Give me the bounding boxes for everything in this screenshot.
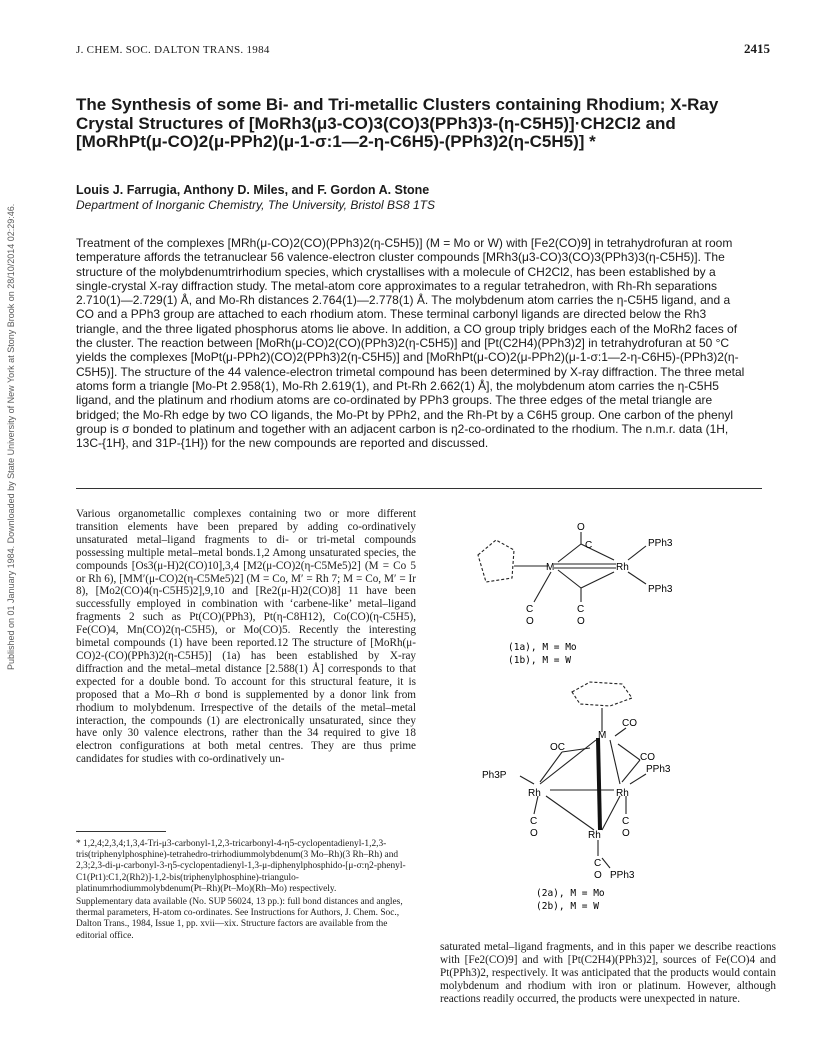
label-pph3-bottom: PPh3: [610, 870, 635, 881]
label-rh-right: Rh: [616, 788, 629, 799]
label-pph3-right: PPh3: [646, 764, 671, 775]
caption-2a: (2a), M = Mo: [536, 888, 605, 899]
article-title: The Synthesis of some Bi- and Tri-metallic Clusters containing Rhodium; X-Ray Crystal Structures of [MoRh3(μ3-CO)3(CO)3(PPh3)3-(η-C5H5)]·CH2Cl2 and [MoRhPt(μ-CO)2(μ-PPh2)(μ-1-σ:1—2-η-C6H5)-(PPh3)2(η-C5H5)] *: [76, 95, 719, 151]
label-rh: Rh: [616, 562, 629, 573]
label-co-right: CO: [640, 752, 655, 763]
caption-1a: (1a), M = Mo: [508, 642, 577, 653]
abstract: Treatment of the complexes [MRh(μ-CO)2(CO)(PPh3)2(η-C5H5)] (M = Mo or W) with [Fe2(CO)9] in tetrahydrofuran at room temperature affords the tetranuclear 56 valence-electron cluster compounds [MRh3(μ3-CO)3(CO)3(PPh3)3(η-C5H5)]. The structure of the molybdenumtrirhodium species, which crystallises with a molecule of CH2Cl2, has been established by a single-crystal X-ray diffraction study. The metal-atom core approximates to a regular tetrahedron, with Rh-Rh separations 2.710(1)—2.729(1) Å, and Mo-Rh distances 2.764(1)—2.778(1) Å. The molybdenum atom carries the η-C5H5 ligand, and a CO and a PPh3 group are attached to each rhodium atom. These terminal carbonyl ligands are directed below the Rh3 triangle, and the three ligated phosphorus atoms lie above. In addition, a CO group triply bridges each of the MoRh2 faces of the cluster. The reaction between [MoRh(μ-CO)2(CO)(PPh3)2(η-C5H5)] and [Pt(C2H4)(PPh3)2] in tetrahydrofuran at 50 °C yields the complexes [MoPt(μ-PPh2)(CO)2(PPh3)2(η-C5H5)] and [MoRhPt(μ-CO)2(μ-PPh2)(μ-1-σ:1—2-η-C6H5)-(PPh3)2(η-C5H5)]. The structure of the 44 valence-electron trimetal compound has been determined by X-ray diffraction. The three metal atoms form a triangle [Mo-Pt 2.958(1), Mo-Rh 2.619(1), and Pt-Rh 2.662(1) Å], the molybdenum atom carries the η-C5H5 ligand, and the platinum and rhodium atoms are co-ordinated by PPh3 groups. The three edges of the metal triangle are bridged; the Mo-Rh edge by two CO ligands, the Mo-Pt by PPh2, and the Rh-Pt by a C6H5 group. One carbon of the phenyl group is σ bonded to platinum and together with an adjacent carbon is η2-co-ordinated to the rhodium. The n.m.r. data (1H, 13C-{1H}, and 31P-{1H}) for the new compounds are reported and discussed.: [76, 236, 745, 451]
body-paragraph: saturated metal–ligand fragments, and in this paper we describe reactions with [Fe2(CO)9] and with [Pt(C2H4)(PPh3)2], sources of Fe(CO)4 and Pt(PPh3)2, respectively. It was anticipated that the products would contain molybdenum and rhodium with iron or platinum. However, although reactions readily occurred, the products were unexpected in nature.: [440, 941, 776, 1005]
abstract-divider: [76, 488, 762, 489]
label-c-bottom: C: [594, 858, 602, 869]
label-rh-left: Rh: [528, 788, 541, 799]
footnote-nomenclature: * 1,2,4;2,3,4;1,3,4-Tri-μ3-carbonyl-1,2,3-tricarbonyl-4-η5-cyclopentadienyl-1,2,3-tris(triphenylphosphine)-tetrahedro-trirhodiummolybdenum(3 Mo–Rh)(3 Rh–Rh) and 2,3;2,3-di-μ-carbonyl-3-η5-cyclopentadienyl-1,3-μ-diphenylphosphido-[μ-σ:η2-phenyl-C1(Pt1):C1,2(Rh2)]-1,2-bis(triphenylphosphine)-triangulo-platinumrhodiummolybdenum(Pt–Rh)(Pt–Mo)(Rh–Mo) respectively.: [76, 839, 406, 894]
label-pph3-b: PPh3: [648, 584, 673, 595]
label-co-upper: CO: [622, 718, 637, 729]
label-c-bottom: C: [577, 604, 585, 615]
affiliation: Department of Inorganic Chemistry, The University, Bristol BS8 1TS: [76, 198, 436, 212]
label-o-bottom-left: O: [526, 616, 534, 627]
label-c-bottom-left: C: [526, 604, 534, 615]
label-c-right: C: [622, 816, 630, 827]
label-metal-m: M: [598, 730, 607, 741]
body-column-left: [76, 508, 416, 766]
label-oc: OC: [550, 742, 565, 753]
download-notice: Published on 01 January 1984. Downloaded by State University of New York at Stony Brook on 28/10/2014 02:29:46.: [6, 203, 16, 670]
label-rh-bottom: Rh: [588, 830, 601, 841]
footnote-supplementary: Supplementary data available (No. SUP 56024, 13 pp.): full bond distances and angles, thermal parameters, H-atom co-ordinates. See Instructions for Authors, J. Chem. Soc., Dalton Trans., 1984, Issue 1, pp. xvii—xix. Structure factors are available from the editorial office.: [76, 897, 403, 941]
label-o-left: O: [530, 828, 538, 839]
label-o-right: O: [622, 828, 630, 839]
cyclopentadienyl-ring: [478, 540, 514, 582]
label-pph3-a: PPh3: [648, 538, 673, 549]
label-c-top: C: [585, 540, 593, 551]
page-number: 2415: [744, 41, 770, 56]
body-paragraph: Various organometallic complexes containing two or more different transition elements have been prepared by adding co-ordinatively unsaturated metal–ligand fragments to di- or tri-metal compounds possessing multiple metal–metal bonds.1,2 Among unsaturated species, the compounds [Os3(μ-H)2(CO)10],3,4 [M2(μ-CO)2(η-C5Me5)2] (M = Co 5 or Rh 6), [MM′(μ-CO)2(η-C5Me5)2] (M = Co, M′ = Rh 7; M = Co, M′ = Ir 8), [Mo2(CO)4(η-C5H5)2],9,10 and [Re2(μ-H)2(CO)8] 11 have been successfully employed in combination with ‘carbene-like’ metal–ligand fragments 2 such as Pt(CO)(PPh3), Pt(η-C8H12), Co(CO)(η-C5H5), Fe(CO)4, Mn(CO)2(η-C5H5), or Mo(CO)5. Recently the interesting bimetal compounds (1) have been reported.12 The structure of [MoRh(μ-CO)2-(CO)(PPh3)2(η-C5H5)] (1a) has been established by X-ray diffraction and the metal–metal distance [2.588(1) Å] corresponds to that expected for a double bond. To account for this structural feature, it is proposed that a Mo–Rh σ bond is supplemented by a donor link from rhodium to molybdenum. Irrespective of the details of the metal–metal interaction, the compounds (1) are electronically unsaturated, since they have only 30 valence electrons, rather than the 34 required to give 18 electron configurations at both metal centres. They are thus prime candidates for studies with co-ordinatively un-: [76, 508, 416, 766]
footnote-divider: [76, 831, 166, 832]
journal-header: J. CHEM. SOC. DALTON TRANS. 1984: [76, 44, 270, 56]
label-o-top: O: [577, 522, 585, 533]
structure-2-diagram: [470, 672, 730, 912]
cyclopentadienyl-ring: [572, 682, 632, 706]
label-c-left: C: [530, 816, 538, 827]
body-column-right: [440, 941, 776, 1006]
label-o-bottom: O: [594, 870, 602, 881]
footnotes: [76, 839, 416, 944]
label-metal-m: M: [546, 562, 555, 573]
label-o-bottom: O: [577, 616, 585, 627]
structure-1-diagram: [456, 520, 696, 670]
author-list: Louis J. Farrugia, Anthony D. Miles, and F. Gordon A. Stone: [76, 183, 430, 197]
label-ph3p: Ph3P: [482, 770, 507, 781]
caption-2b: (2b), M = W: [536, 901, 599, 912]
caption-1b: (1b), M = W: [508, 655, 571, 666]
